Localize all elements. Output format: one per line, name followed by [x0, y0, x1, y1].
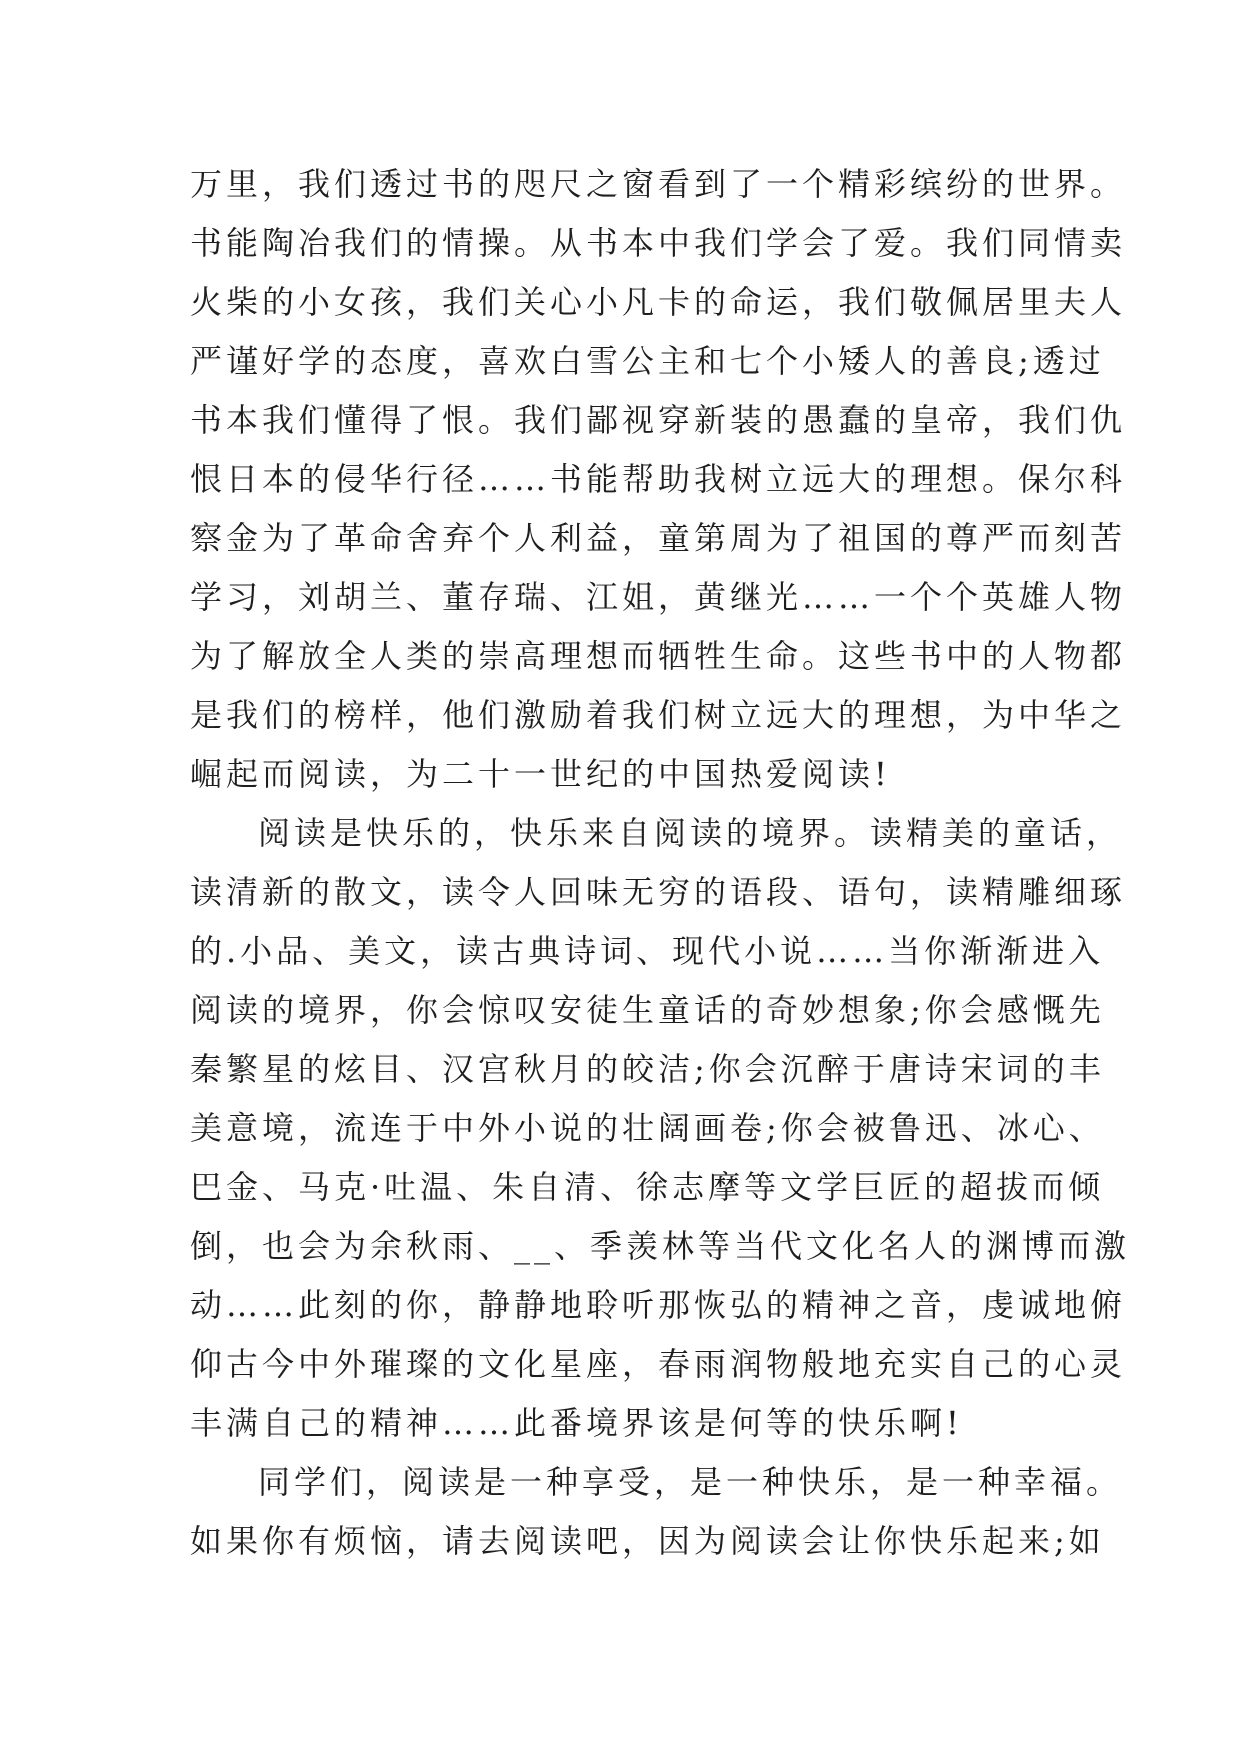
- text-line: 崛起而阅读，为二十一世纪的中国热爱阅读!: [190, 755, 891, 793]
- text-line: 的.小品、美文，读古典诗词、现代小说……当你渐渐进入: [190, 932, 1105, 970]
- text-line: 是我们的榜样，他们激励着我们树立远大的理想，为中华之: [190, 696, 1127, 734]
- text-line: 书本我们懂得了恨。我们鄙视穿新装的愚蠢的皇帝，我们仇: [190, 401, 1127, 439]
- text-line: 巴金、马克·吐温、朱自清、徐志摩等文学巨匠的超拔而倾: [190, 1168, 1105, 1206]
- text-line: 如果你有烦恼，请去阅读吧，因为阅读会让你快乐起来;如: [190, 1522, 1105, 1560]
- text-line: 察金为了革命舍弃个人利益，童第周为了祖国的尊严而刻苦: [190, 519, 1127, 557]
- text-line: 阅读的境界，你会惊叹安徒生童话的奇妙想象;你会感慨先: [190, 991, 1105, 1029]
- text-line: 美意境，流连于中外小说的壮阔画卷;你会被鲁迅、冰心、: [190, 1109, 1105, 1147]
- text-line: 倒，也会为余秋雨、__、季羡林等当代文化名人的渊博而激: [190, 1227, 1131, 1265]
- text-line: 仰古今中外璀璨的文化星座，春雨润物般地充实自己的心灵: [190, 1345, 1127, 1383]
- paragraph-start-line: 同学们，阅读是一种享受，是一种快乐，是一种幸福。: [258, 1463, 1123, 1501]
- body-text: [190, 155, 1131, 1571]
- text-line: 秦繁星的炫目、汉宫秋月的皎洁;你会沉醉于唐诗宋词的丰: [190, 1050, 1105, 1088]
- text-line: 万里，我们透过书的咫尺之窗看到了一个精彩缤纷的世界。: [190, 165, 1127, 203]
- text-line: 读清新的散文，读令人回味无穷的语段、语句，读精雕细琢: [190, 873, 1127, 911]
- text-line: 动……此刻的你，静静地聆听那恢弘的精神之音，虔诚地俯: [190, 1286, 1127, 1324]
- text-line: 火柴的小女孩，我们关心小凡卡的命运，我们敬佩居里夫人: [190, 283, 1127, 321]
- text-line: 书能陶冶我们的情操。从书本中我们学会了爱。我们同情卖: [190, 224, 1127, 262]
- text-line: 严谨好学的态度，喜欢白雪公主和七个小矮人的善良;透过: [190, 342, 1105, 380]
- text-line: 恨日本的侵华行径……书能帮助我树立远大的理想。保尔科: [190, 460, 1127, 498]
- paragraph-start-line: 阅读是快乐的，快乐来自阅读的境界。读精美的童话，: [258, 814, 1123, 852]
- text-line: 学习，刘胡兰、董存瑞、江姐，黄继光……一个个英雄人物: [190, 578, 1127, 616]
- text-line: 丰满自己的精神……此番境界该是何等的快乐啊!: [190, 1404, 963, 1442]
- text-line: 为了解放全人类的崇高理想而牺牲生命。这些书中的人物都: [190, 637, 1127, 675]
